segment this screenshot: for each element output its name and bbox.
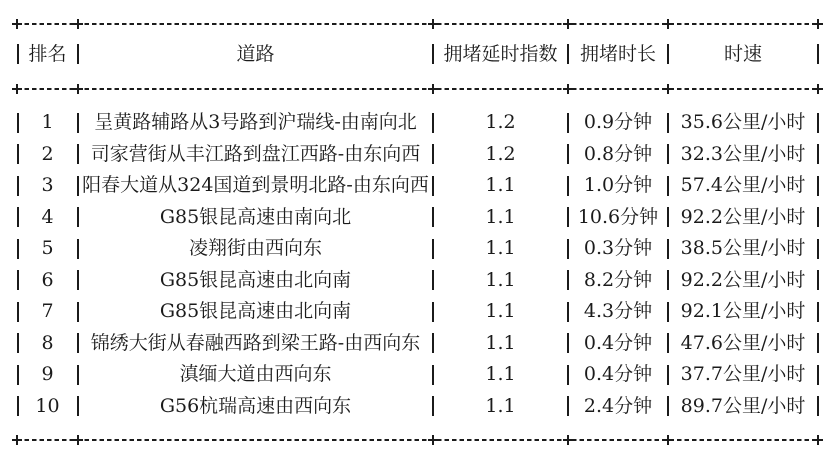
cell-duration: 0.4分钟 [583,363,653,385]
table-border-cross [12,84,22,94]
cell-duration: 0.8分钟 [583,142,653,165]
table-row [17,202,819,234]
table-border-cross [663,84,673,94]
cell-rank: 2 [41,142,54,165]
column-header-delay-index: 拥堵延时指数 [443,43,558,65]
cell-rank: 9 [41,363,54,385]
cell-rank: 7 [41,300,54,322]
table-row [17,391,819,423]
table-row [17,296,819,328]
cell-duration: 0.9分钟 [583,111,653,133]
cell-speed: 92.2公里/小时 [680,268,806,291]
table-header-row [17,38,819,70]
cell-delay-index: 1.1 [485,268,516,291]
table-border-cross [813,435,823,445]
column-header-road: 道路 [236,43,275,65]
table-border-top [17,23,819,25]
cell-delay-index: 1.1 [485,205,516,228]
table-border-cross [563,435,573,445]
table-row [17,139,819,171]
cell-speed: 32.3公里/小时 [680,142,806,165]
table-border-cross [428,84,438,94]
cell-duration: 8.2分钟 [583,268,653,291]
cell-delay-index: 1.1 [485,331,516,354]
cell-duration: 4.3分钟 [583,300,653,322]
table-border-cross [73,84,83,94]
cell-speed: 47.6公里/小时 [680,331,806,354]
cell-delay-index: 1.2 [485,111,516,133]
cell-rank: 6 [41,268,54,291]
table-border-header [17,88,819,90]
cell-speed: 92.2公里/小时 [680,205,806,228]
table-border-cross [12,435,22,445]
table-row [17,170,819,202]
table-body [17,107,819,422]
cell-delay-index: 1.1 [485,300,516,322]
cell-road: 滇缅大道由西向东 [179,363,332,385]
cell-road: G85银昆高速由北向南 [159,300,352,322]
cell-road: G85银昆高速由南向北 [159,205,352,228]
cell-speed: 89.7公里/小时 [680,394,806,417]
cell-duration: 0.4分钟 [583,331,653,354]
table-border-cross [428,435,438,445]
table-row [17,359,819,391]
cell-rank: 5 [41,237,54,259]
table-row [17,328,819,360]
cell-road: 司家营街从丰江路到盘江西路-由东向西 [90,142,421,165]
cell-duration: 0.3分钟 [583,237,653,259]
cell-road: G56杭瑞高速由西向东 [159,394,352,417]
table-border-cross [813,84,823,94]
cell-speed: 35.6公里/小时 [680,111,806,133]
table-row [17,265,819,297]
table-row [17,107,819,139]
column-header-speed: 时速 [723,43,762,65]
column-header-duration: 拥堵时长 [579,43,656,65]
table-border-cross [663,19,673,29]
column-header-rank: 排名 [28,43,67,65]
table-row [17,233,819,265]
cell-road: 呈黄路辅路从3号路到沪瑞线-由南向北 [94,111,417,133]
cell-duration: 2.4分钟 [583,394,653,417]
cell-rank: 8 [41,331,54,354]
cell-delay-index: 1.1 [485,237,516,259]
cell-delay-index: 1.1 [485,174,516,196]
cell-speed: 38.5公里/小时 [680,237,806,259]
table-border-cross [663,435,673,445]
table-border-cross [428,19,438,29]
table-border-cross [73,19,83,29]
cell-rank: 1 [41,111,54,133]
cell-road: 凌翔街由西向东 [188,237,322,259]
table-border-cross [563,84,573,94]
cell-duration: 10.6分钟 [577,205,659,228]
cell-speed: 57.4公里/小时 [680,174,806,196]
table-border-bottom [17,439,819,441]
table-border-cross [12,19,22,29]
cell-road: 锦绣大街从春融西路到梁王路-由西向东 [90,331,421,354]
cell-speed: 92.1公里/小时 [680,300,806,322]
cell-speed: 37.7公里/小时 [680,363,806,385]
table-border-cross [563,19,573,29]
cell-rank: 3 [41,174,54,196]
cell-delay-index: 1.1 [485,394,516,417]
cell-rank: 4 [41,205,54,228]
cell-road: G85银昆高速由北向南 [159,268,352,291]
cell-duration: 1.0分钟 [583,174,653,196]
table-border-cross [813,19,823,29]
cell-road: 阳春大道从324国道到景明北路-由东向西 [82,174,429,196]
cell-rank: 10 [35,394,60,417]
cell-delay-index: 1.1 [485,363,516,385]
cell-delay-index: 1.2 [485,142,516,165]
table-border-cross [73,435,83,445]
